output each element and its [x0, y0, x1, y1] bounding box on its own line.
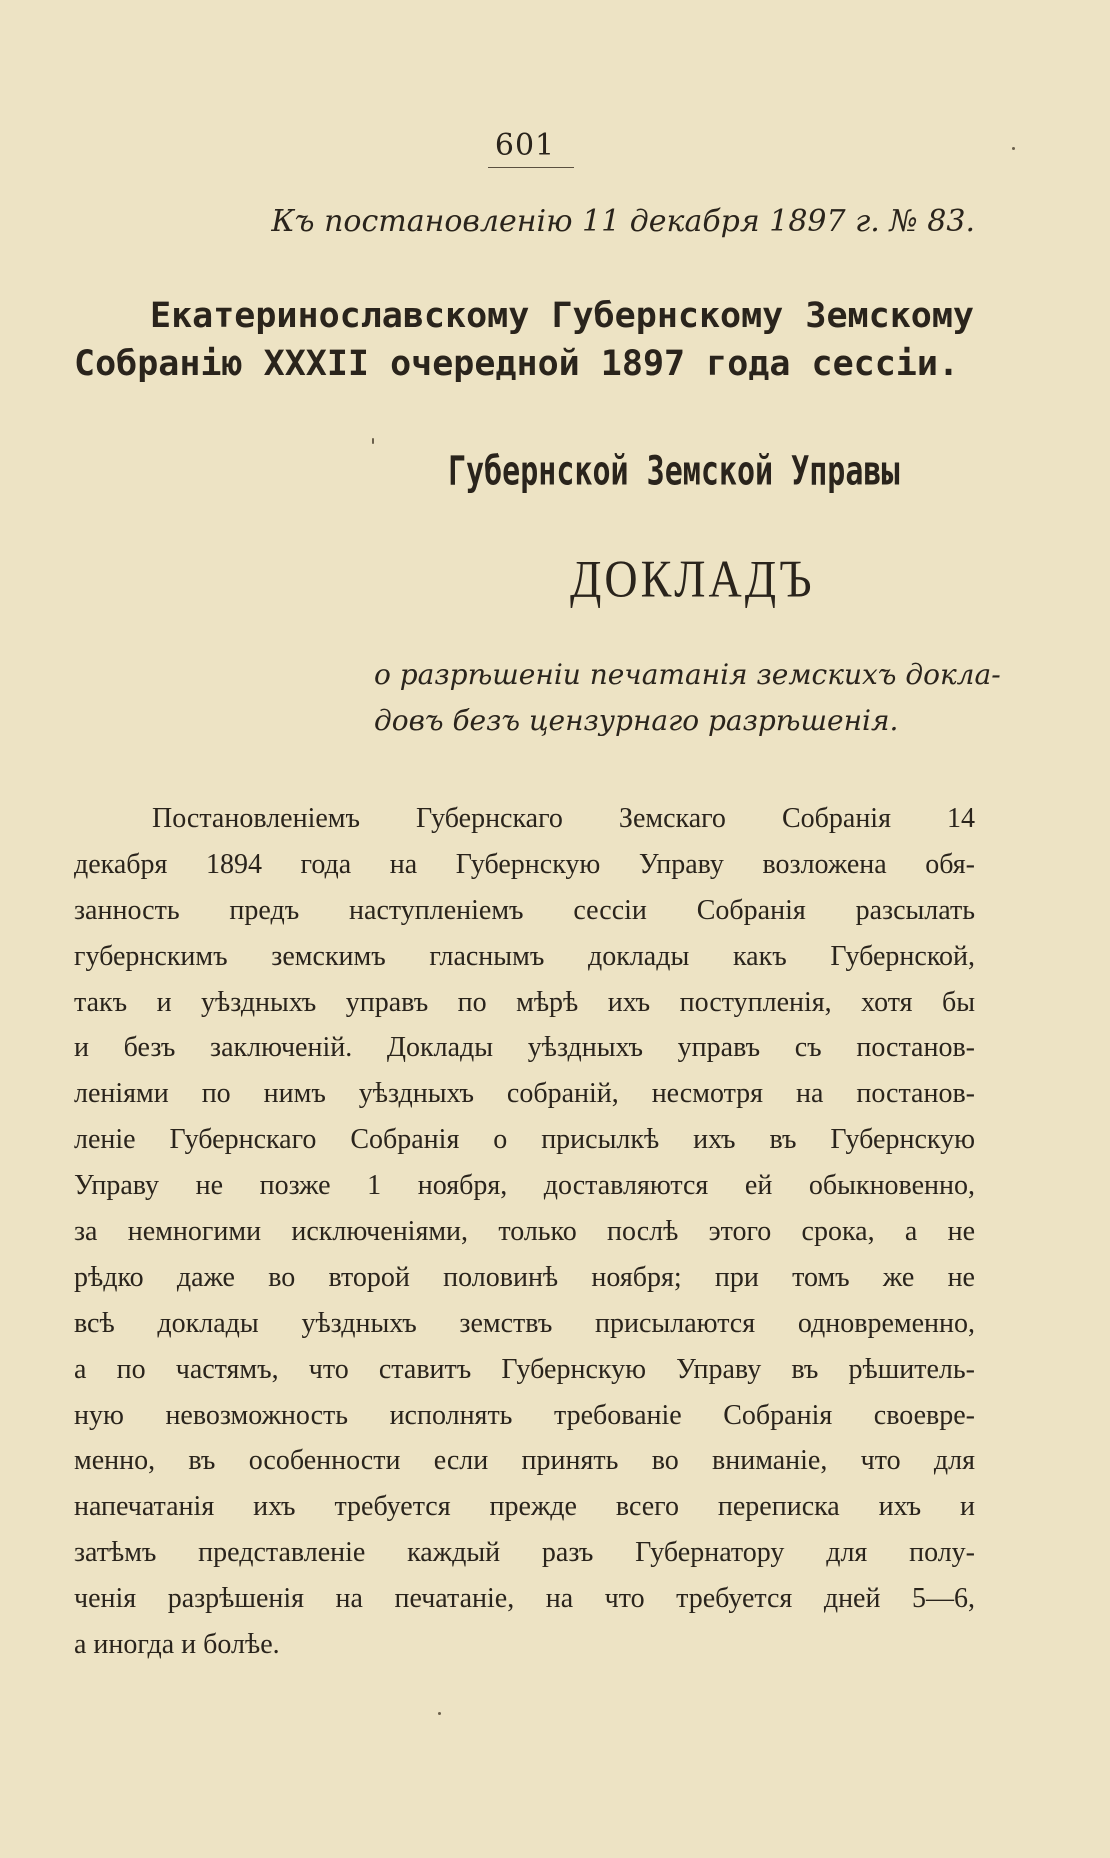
subject-line-2: довъ безъ цензурнаго разрѣшенія.: [374, 704, 899, 737]
body-line: губернскимъ земскимъ гласнымъ доклады какъ Губернской,: [74, 940, 975, 972]
body-line: а по частямъ, что ставитъ Губернскую Управу въ рѣшитель-: [74, 1353, 975, 1385]
page-number-rule: [488, 167, 574, 168]
document-title: ДОКЛАДЪ: [570, 549, 815, 608]
addressee-line-2: Собранію XXXII очередной 1897 года сессіи.: [74, 344, 960, 384]
body-line: а иногда и болѣе.: [74, 1629, 280, 1661]
body-line: леніями по нимъ уѣздныхъ собраній, несмотря на постанов-: [74, 1078, 975, 1110]
board-heading: Губернской Земской Управы: [448, 448, 900, 496]
body-line: затѣмъ представленіе каждый разъ Губернатору для полу-: [74, 1537, 975, 1569]
page-number: 601: [494, 128, 556, 163]
paper-speck: [438, 1712, 441, 1715]
body-line: и безъ заключеній. Доклады уѣздныхъ управъ съ постанов-: [74, 1032, 975, 1064]
paper-speck: [1012, 147, 1015, 150]
body-line: напечатанія ихъ требуется прежде всего переписка ихъ и: [74, 1491, 975, 1523]
report-subject: [374, 652, 1001, 744]
body-line: занность предъ наступленіемъ сессіи Собранія разсылать: [74, 894, 975, 926]
body-line: леніе Губернскаго Собранія о присылкѣ ихъ въ Губернскую: [74, 1124, 975, 1156]
body-line: Постановленіемъ Губернскаго Земскаго Собранія 14: [152, 803, 975, 834]
body-line: менно, въ особенности если принять во вниманіе, что для: [74, 1445, 975, 1477]
paper-speck: [372, 438, 374, 444]
body-line: всѣ доклады уѣздныхъ земствъ присылаются одновременно,: [74, 1307, 975, 1339]
body-line: такъ и уѣздныхъ управъ по мѣрѣ ихъ поступленія, хотя бы: [74, 986, 975, 1018]
body-line: ную невозможность исполнять требованіе Собранія своевре-: [74, 1399, 975, 1431]
addressee-heading: [74, 292, 974, 388]
body-line: за немногими исключеніями, только послѣ этого срока, а не: [74, 1216, 975, 1248]
body-line: декабря 1894 года на Губернскую Управу возложена обя-: [74, 848, 975, 880]
addressee-line-1: Екатеринославскому Губернскому Земскому: [150, 296, 974, 336]
body-line: ченія разрѣшенія на печатаніе, на что требуется дней 5—6,: [74, 1583, 975, 1615]
body-paragraph: [74, 796, 975, 1668]
body-line: рѣдко даже во второй половинѣ ноября; при томъ же не: [74, 1261, 975, 1293]
body-line: Управу не позже 1 ноября, доставляются ей обыкновенно,: [74, 1170, 975, 1202]
subject-line-1: о разрѣшеніи печатанія земскихъ докла-: [374, 658, 1001, 691]
resolution-reference: Къ постановленію 11 декабря 1897 г. № 83.: [271, 204, 975, 239]
